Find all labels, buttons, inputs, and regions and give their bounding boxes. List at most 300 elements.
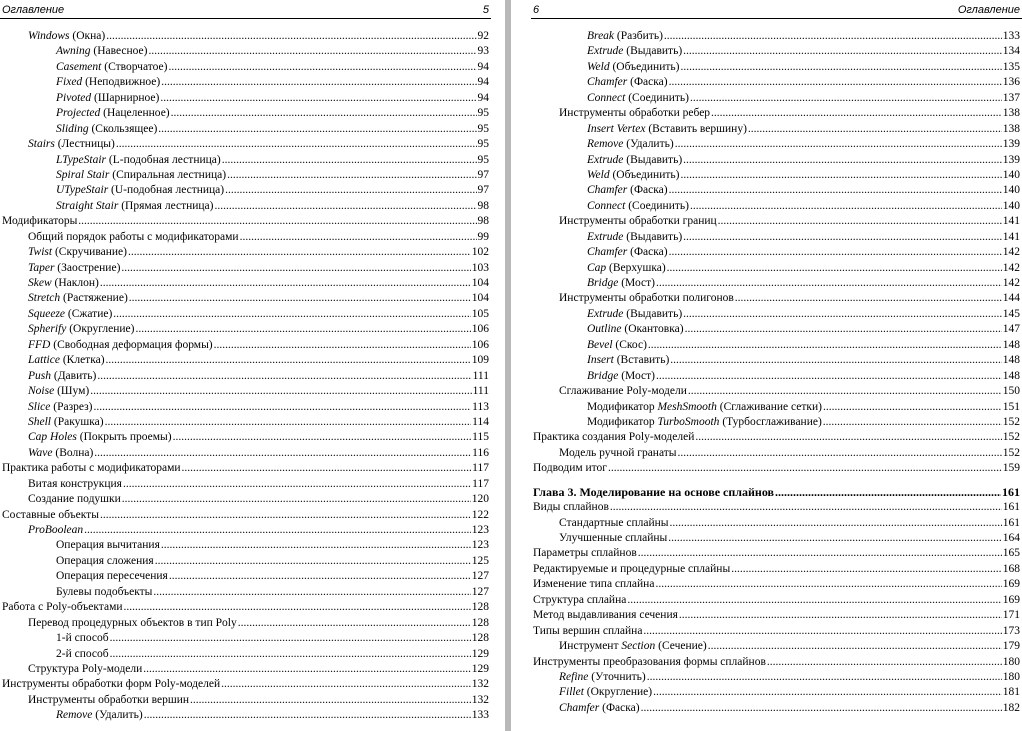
toc-entry-prefix: Модификатор: [587, 415, 658, 428]
toc-entry-text: Операция сложения: [56, 554, 154, 567]
toc-entry[interactable]: [0, 508, 491, 523]
toc-entry-prefix: Модификатор: [587, 400, 658, 413]
leader-dots: [748, 122, 1002, 137]
toc-entry[interactable]: [0, 183, 491, 198]
toc-entry-page: 182: [1002, 701, 1020, 714]
toc-entry[interactable]: [0, 647, 491, 662]
toc-entry-page: 94: [477, 60, 489, 73]
toc-entry-text: (Давить): [51, 369, 97, 382]
leader-dots: [675, 137, 1002, 152]
toc-entry-page: 102: [471, 246, 489, 259]
toc-entry[interactable]: [531, 44, 1022, 59]
toc-entry-page: 117: [472, 477, 489, 490]
toc-entry-page: 125: [471, 554, 489, 567]
toc-entry[interactable]: [0, 353, 491, 368]
toc-entry-title: [587, 44, 682, 59]
toc-entry-title: [559, 701, 640, 716]
toc-entry-title: [559, 214, 717, 229]
toc-entry-title: [56, 75, 160, 90]
toc-entry[interactable]: [531, 685, 1022, 700]
toc-entry-page: 111: [472, 385, 489, 398]
toc-entry[interactable]: [0, 122, 491, 137]
toc-entry[interactable]: [531, 461, 1022, 476]
leader-dots: [93, 400, 471, 415]
toc-entry-text: (Уточнить): [588, 670, 646, 683]
toc-entry[interactable]: [531, 701, 1022, 716]
toc-entry-text: (Покрыть проемы): [76, 431, 172, 444]
toc-entry-title: [56, 199, 214, 214]
leader-dots: [128, 245, 471, 260]
toc-entry[interactable]: [531, 446, 1022, 461]
toc-entry-title: [56, 569, 168, 584]
toc-entry-text: (Фаска): [627, 184, 668, 197]
toc-entry[interactable]: [0, 44, 491, 59]
toc-entry-page: 116: [472, 446, 489, 459]
toc-entry-term: FFD: [28, 338, 51, 351]
toc-entry-text: Инструменты обработки вершин: [28, 693, 190, 706]
toc-entry[interactable]: [0, 477, 491, 492]
toc-entry-text: (Разрез): [50, 400, 93, 413]
toc-entry-page: 127: [471, 570, 489, 583]
leader-dots: [669, 245, 1002, 260]
toc-entry-text: (Окантовка): [621, 323, 684, 336]
toc-entry-page: 115: [472, 431, 489, 444]
toc-entry-title: [2, 677, 220, 692]
toc-entry-text: 2-й способ: [56, 647, 109, 660]
toc-entry-page: 134: [1002, 45, 1020, 58]
toc-entry-term: Extrude: [587, 230, 624, 243]
toc-entry[interactable]: [0, 616, 491, 631]
toc-entry[interactable]: [531, 608, 1022, 623]
toc-entry[interactable]: [531, 338, 1022, 353]
toc-entry[interactable]: [531, 245, 1022, 260]
toc-entry-title: [56, 122, 157, 137]
toc-entry-page: 106: [471, 323, 489, 336]
toc-entry-term: LTypeStair: [56, 153, 107, 166]
toc-entry-text: (Волна): [52, 446, 94, 459]
toc-entry-page: 141: [1002, 230, 1020, 243]
toc-entry[interactable]: [531, 577, 1022, 592]
toc-entry-text: (Вставить вершину): [645, 122, 747, 135]
toc-entry-title: [587, 168, 679, 183]
toc-entry[interactable]: [531, 60, 1022, 75]
toc-entry-text: Общий порядок работы с модификаторами: [28, 230, 239, 243]
leader-dots: [190, 693, 471, 708]
leader-dots: [160, 91, 476, 106]
toc-entry-text: (Свободная деформация формы): [50, 338, 213, 351]
leader-dots: [655, 577, 1001, 592]
toc-entry[interactable]: [0, 461, 491, 476]
page-number: 5: [482, 4, 489, 16]
toc-entry-term: Outline: [587, 323, 622, 336]
toc-entry[interactable]: [0, 276, 491, 291]
toc-entry[interactable]: [0, 261, 491, 276]
toc-entry[interactable]: [531, 214, 1022, 229]
toc-entry-title: [587, 400, 822, 415]
toc-entry-page: 138: [1002, 107, 1020, 120]
toc-entry-title: [559, 685, 652, 700]
leader-dots: [78, 214, 476, 229]
toc-entry[interactable]: [0, 29, 491, 44]
toc-entry-text: (Ракушка): [51, 415, 104, 428]
toc-entry[interactable]: [531, 75, 1022, 90]
leader-dots: [110, 631, 471, 646]
toc-entry-title: [56, 538, 160, 553]
toc-entry[interactable]: [0, 199, 491, 214]
toc-entry[interactable]: [531, 655, 1022, 670]
toc-entry-page: 144: [1002, 292, 1020, 305]
toc-entry-term: Connect: [587, 91, 626, 104]
toc-entry-term: Shell: [28, 415, 51, 428]
toc-entry-page: 169: [1002, 578, 1020, 591]
toc-entry[interactable]: [0, 677, 491, 692]
toc-entry[interactable]: [531, 531, 1022, 546]
toc-entry-term: Remove: [587, 138, 624, 151]
leader-dots: [656, 369, 1002, 384]
toc-entry-text: Инструменты обработки полигонов: [559, 292, 734, 305]
toc-entry[interactable]: [0, 168, 491, 183]
toc-entry-text: Типы вершин сплайна: [533, 624, 643, 637]
leader-dots: [680, 60, 1001, 75]
toc-entry-text: (Наклон): [51, 277, 99, 289]
toc-entry[interactable]: [531, 199, 1022, 214]
toc-entry[interactable]: [531, 230, 1022, 245]
toc-entry-text: (Округление): [583, 686, 653, 699]
toc-entry-page: 117: [472, 462, 489, 475]
toc-entry-page: 98: [477, 199, 489, 212]
toc-entry-page: 128: [471, 616, 489, 629]
leader-dots: [627, 593, 1001, 608]
toc-entry-page: 114: [472, 415, 489, 428]
toc-entry-title: [56, 91, 159, 106]
toc-entry[interactable]: [531, 562, 1022, 577]
toc-entry-title: [559, 639, 707, 654]
leader-dots: [670, 353, 1001, 368]
leader-dots: [113, 307, 470, 322]
toc-entry[interactable]: [531, 106, 1022, 121]
toc-entry-title: [559, 384, 687, 399]
toc-entry[interactable]: [531, 624, 1022, 639]
leader-dots: [106, 353, 471, 368]
toc-entry-term: Break: [587, 30, 615, 42]
toc-entry-page: 147: [1002, 323, 1020, 336]
toc-entry-term: Taper: [28, 261, 55, 274]
leader-dots: [116, 137, 477, 152]
toc-entry-text: (Створчатое): [101, 60, 168, 73]
toc-entry[interactable]: [531, 122, 1022, 137]
leader-dots: [823, 415, 1002, 430]
toc-entry[interactable]: [531, 276, 1022, 291]
leader-dots: [214, 338, 471, 353]
toc-entry[interactable]: [0, 338, 491, 353]
toc-entry-page: 161: [1002, 501, 1020, 514]
toc-entry-title: [533, 485, 774, 500]
toc-entry-title: [28, 230, 239, 245]
toc-entry-title: [2, 214, 77, 229]
leader-dots: [685, 322, 1002, 337]
leader-dots: [110, 647, 471, 662]
leader-dots: [667, 261, 1002, 276]
toc-entry-term: Fixed: [56, 76, 83, 89]
leader-dots: [97, 369, 471, 384]
toc-entry-page: 97: [477, 184, 489, 197]
toc-entry[interactable]: [531, 307, 1022, 322]
toc-entry[interactable]: [531, 430, 1022, 445]
toc-entry[interactable]: [0, 369, 491, 384]
toc-entry-title: [559, 106, 710, 121]
toc-entry[interactable]: [0, 245, 491, 260]
toc-entry-title: [2, 600, 123, 615]
toc-entry-title: [587, 122, 747, 137]
toc-entry[interactable]: [0, 492, 491, 507]
toc-entry-title: [56, 60, 167, 75]
toc-entry-text: (Лестницы): [54, 138, 115, 151]
toc-entry-page: 164: [1002, 532, 1020, 544]
toc-entry-text: (Верхушка): [606, 261, 666, 274]
toc-entry-page: 133: [1002, 30, 1020, 42]
toc-entry-page: 152: [1002, 431, 1020, 444]
toc-entry-text: Изменение типа сплайна: [533, 578, 655, 591]
toc-entry-page: 94: [477, 91, 489, 104]
leader-dots: [100, 508, 471, 523]
leader-dots: [690, 91, 1002, 106]
toc-entry-term: Weld: [587, 168, 610, 181]
toc-entry-text: Параметры сплайнов: [533, 547, 637, 560]
toc-entry-term: Refine: [559, 670, 589, 683]
toc-entry[interactable]: [531, 137, 1022, 152]
toc-entry-title: [28, 322, 135, 337]
leader-dots: [647, 670, 1002, 685]
toc-entry-page: 104: [471, 292, 489, 305]
toc-entry[interactable]: [0, 91, 491, 106]
toc-entry-page: 135: [1002, 60, 1020, 73]
toc-entry[interactable]: [531, 168, 1022, 183]
toc-entry[interactable]: [0, 708, 491, 723]
toc-entry[interactable]: [531, 183, 1022, 198]
toc-entry-title: [2, 461, 181, 476]
toc-entry[interactable]: [0, 569, 491, 584]
toc-entry-term: Insert: [587, 354, 614, 367]
toc-entry[interactable]: [0, 384, 491, 399]
toc-entry-term: Insert Vertex: [587, 122, 646, 135]
toc-entry[interactable]: [531, 546, 1022, 561]
toc-entry[interactable]: [531, 639, 1022, 654]
toc-entry[interactable]: [531, 500, 1022, 515]
toc-entry[interactable]: [531, 593, 1022, 608]
toc-entry[interactable]: [0, 523, 491, 538]
toc-entry[interactable]: [0, 307, 491, 322]
toc-entry-title: [28, 291, 128, 306]
toc-entry-page: 128: [471, 601, 489, 614]
toc-entry-title: [587, 369, 655, 384]
page-divider: [505, 0, 511, 731]
toc-entry[interactable]: [531, 384, 1022, 399]
toc-entry-text: (Объединить): [609, 60, 680, 73]
toc-entry-title: [559, 670, 646, 685]
toc-entry-text: (Выдавить): [623, 307, 683, 320]
toc-entry[interactable]: [531, 291, 1022, 306]
toc-entry[interactable]: [0, 400, 491, 415]
toc-entry[interactable]: [0, 60, 491, 75]
toc-entry-text: Инструменты обработки ребер: [559, 107, 711, 120]
toc-entry-page: 111: [472, 369, 489, 382]
toc-entry[interactable]: [531, 261, 1022, 276]
toc-entry-term: Spiral Stair: [56, 168, 110, 181]
toc-entry[interactable]: [531, 322, 1022, 337]
toc-entry[interactable]: [531, 29, 1022, 44]
toc-entry[interactable]: [531, 353, 1022, 368]
toc-entry-title: [2, 508, 99, 523]
toc-entry-text: (Скручивание): [52, 246, 127, 259]
toc-entry-page: 180: [1002, 670, 1020, 683]
toc-entry-title: [28, 338, 213, 353]
toc-entry[interactable]: [0, 153, 491, 168]
toc-entry[interactable]: [531, 369, 1022, 384]
toc-entry[interactable]: [0, 291, 491, 306]
toc-entry[interactable]: [531, 153, 1022, 168]
toc-entry[interactable]: [0, 214, 491, 229]
toc-entry-page: 123: [471, 524, 489, 536]
toc-entry-title: [56, 106, 170, 121]
toc-entry-text: (U-подобная лестница): [108, 184, 225, 197]
toc-entry-title: [28, 353, 105, 368]
toc-entry-term: Push: [28, 369, 51, 382]
toc-entry[interactable]: [0, 538, 491, 553]
leader-dots: [168, 60, 476, 75]
toc-entry-title: [533, 430, 694, 445]
toc-entry-page: 168: [1002, 562, 1020, 575]
toc-entry-title: [533, 500, 609, 515]
toc-entry[interactable]: [531, 670, 1022, 685]
toc-entry[interactable]: [531, 415, 1022, 430]
toc-entry[interactable]: [0, 446, 491, 461]
toc-entry-term: Wave: [28, 446, 53, 459]
toc-entry-term: Sliding: [56, 122, 89, 135]
toc-entry-text: Структура Poly-модели: [28, 662, 143, 675]
leader-dots: [100, 276, 471, 291]
toc-entry[interactable]: [0, 631, 491, 646]
toc-entry-text: (Шарнирное): [91, 91, 160, 104]
toc-entry-text: (Соединить): [625, 199, 689, 212]
toc-entry-text: Операция пересечения: [56, 570, 168, 583]
toc-entry-text: Подводим итог: [533, 462, 607, 475]
toc-entry[interactable]: [531, 485, 1022, 500]
toc-entry-page: 142: [1002, 277, 1020, 289]
toc-entry-text: (Скос): [612, 338, 647, 351]
toc-entry[interactable]: [531, 516, 1022, 531]
toc-entry-page: 95: [477, 107, 489, 120]
toc-entry-page: 148: [1002, 354, 1020, 367]
toc-entry-text: Метод выдавливания сечения: [533, 609, 678, 622]
toc-entry-term: Stairs: [28, 138, 55, 151]
toc-entry-page: 99: [477, 230, 489, 243]
leader-dots: [669, 183, 1002, 198]
toc-entry[interactable]: [0, 106, 491, 121]
toc-entry-text: (Нацеленное): [100, 107, 170, 120]
toc-entry[interactable]: [0, 585, 491, 600]
toc-entry-text: Структура сплайна: [533, 593, 627, 606]
toc-entry-page: 103: [471, 261, 489, 274]
toc-entry-text: Улучшенные сплайны: [559, 532, 668, 544]
toc-entry-text: Витая конструкция: [28, 477, 122, 490]
toc-entry-text: (Клетка): [59, 354, 105, 367]
toc-entry-text: Перевод процедурных объектов в тип Poly: [28, 616, 237, 629]
toc-entry-page: 169: [1002, 593, 1020, 606]
toc-entry-page: 152: [1002, 415, 1020, 428]
toc-entry-text: Глава 3. Моделирование на основе сплайнов: [533, 484, 775, 499]
toc-entry-text: (Сглаживание сетки): [716, 400, 822, 413]
leader-dots: [240, 230, 477, 245]
leader-dots: [683, 230, 1002, 245]
toc-entry[interactable]: [0, 554, 491, 569]
leader-dots: [695, 430, 1001, 445]
toc-entry-title: [587, 199, 689, 214]
toc-entry-title: [28, 616, 237, 631]
toc-entry-text: (Разбить): [614, 30, 663, 42]
toc-entry-text: Практика создания Poly-моделей: [533, 431, 695, 444]
toc-entry-page: 148: [1002, 369, 1020, 382]
toc-entry-title: [587, 276, 655, 291]
leader-dots: [708, 639, 1002, 654]
toc-entry[interactable]: [0, 322, 491, 337]
toc-entry-text: (Соединить): [625, 91, 689, 104]
toc-entry-page: 137: [1002, 91, 1020, 104]
toc-entry-title: [56, 153, 221, 168]
toc-entry-page: 179: [1002, 640, 1020, 653]
toc-entry-page: 150: [1002, 385, 1020, 398]
leader-dots: [653, 685, 1002, 700]
toc-entry-page: 139: [1002, 138, 1020, 151]
toc-entry-page: 139: [1002, 153, 1020, 166]
toc-entry-text: (Заострение): [54, 261, 121, 274]
toc-entry[interactable]: [531, 400, 1022, 415]
leader-dots: [735, 291, 1002, 306]
toc-entry[interactable]: [0, 693, 491, 708]
left-page: [0, 0, 491, 731]
toc-entry-term: Extrude: [587, 45, 624, 58]
toc-entry[interactable]: [0, 75, 491, 90]
toc-entry-text: Инструменты обработки границ: [559, 215, 717, 228]
toc-entry-term: ProBoolean: [28, 524, 84, 536]
toc-entry-text: Стандартные сплайны: [559, 516, 669, 529]
toc-entry[interactable]: [531, 91, 1022, 106]
leader-dots: [222, 153, 477, 168]
toc-entry[interactable]: [0, 137, 491, 152]
toc-entry-page: 171: [1002, 609, 1020, 622]
toc-entry-title: [28, 261, 120, 276]
leader-dots: [668, 531, 1002, 546]
toc-entry-title: [559, 516, 669, 531]
toc-entry-page: 122: [471, 508, 489, 521]
toc-entry[interactable]: [0, 430, 491, 445]
toc-entry-term: Pivoted: [56, 91, 92, 104]
leader-dots: [679, 608, 1002, 623]
toc-entry-page: 148: [1002, 338, 1020, 351]
toc-entry[interactable]: [0, 662, 491, 677]
toc-entry-page: 136: [1002, 76, 1020, 89]
toc-entry-term: Lattice: [28, 354, 60, 367]
toc-entry-title: [559, 531, 667, 546]
toc-entry[interactable]: [0, 230, 491, 245]
leader-dots: [221, 677, 471, 692]
leader-dots: [670, 516, 1002, 531]
leader-dots: [610, 500, 1002, 515]
toc-entry-page: 140: [1002, 168, 1020, 181]
table-of-contents: [531, 29, 1022, 716]
toc-entry[interactable]: [0, 415, 491, 430]
toc-entry-page: 180: [1002, 655, 1020, 668]
toc-entry[interactable]: [0, 600, 491, 615]
